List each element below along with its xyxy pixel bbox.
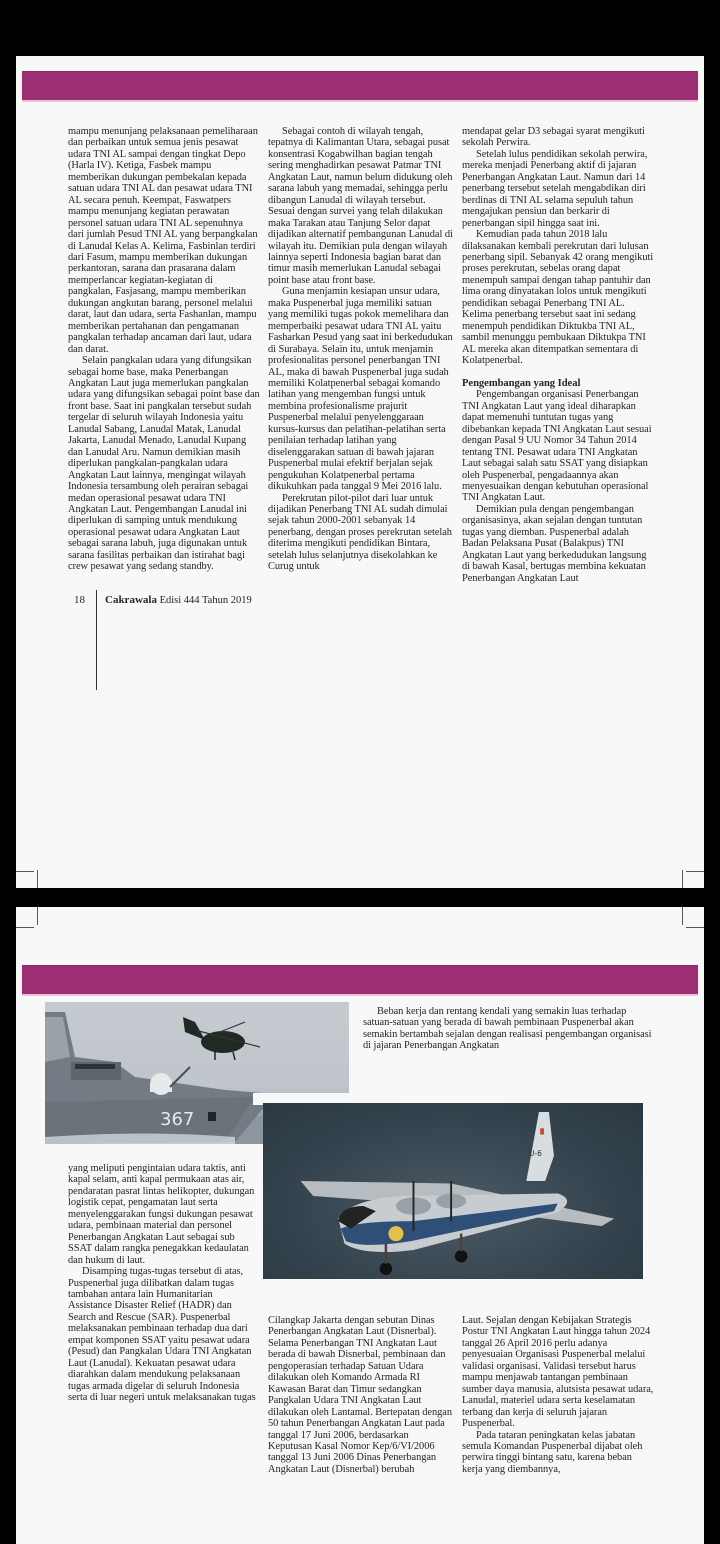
- crop-mark: [16, 871, 34, 872]
- paragraph: Laut. Sejalan dengan Kebijakan Strategis Postur TNI Angkatan Laut hingga tahun 2024 tanggal 26 April 2016 perlu adanya penyesuaian Organisasi Puspenerbal melalui validasi organisasi. Validasi tersebut harus mampu menjawab tantangan pembinaan sumber daya manusia, alutsista pesawat udara, Lanudal, materiel udara serta keselamatan terbang dan kerja di seluruh jajaran Puspenerbal.: [462, 1315, 654, 1430]
- aircraft-illustration: [263, 1103, 643, 1279]
- tail-code: U-6: [528, 1148, 542, 1158]
- crop-mark: [37, 907, 38, 925]
- paragraph: Pada tataran peningkatan kelas jabatan semula Komandan Puspenerbal dijabat oleh perwira tinggi bintang satu, karena beban kerja yang diembannya,: [462, 1429, 643, 1475]
- paragraph: yang meliputi pengintaian udara taktis, anti kapal selam, anti kapal permukaan atas air, pendaratan pasrat lintas helikopter, dukungan logistik cepat, pengamatan laut serta menyelenggarakan fungsi dukungan pesawat udara, pembinaan material dan personel Penerbangan Angkatan Laut sebagai sub SSAT dalam rangka penegakkan kedaulatan dan hukum di laut.: [68, 1163, 255, 1266]
- magazine-name: Cakrawala: [105, 594, 157, 606]
- hull-number: 367: [160, 1109, 195, 1130]
- column-2: [268, 126, 454, 573]
- paragraph: Perekrutan pilot-pilot dari luar untuk dijadikan Penerbang TNI AL sudah dimulai sejak tahun 2000-2001 sebanyak 14 penerbang, dengan proses perekrutan setelah diterima mengikuti pendidikan Bintara, setelah lulus selanjutnya disekolahkan ke Curug untuk: [268, 492, 452, 573]
- header-band: [22, 965, 698, 996]
- crop-mark: [37, 870, 38, 888]
- crop-mark: [686, 927, 704, 928]
- paragraph: Kemudian pada tahun 2018 lalu dilaksanakan kembali perekrutan dari lulusan penerbang sipil. Sebanyak 42 orang mengikuti proses perekrutan, sebelas orang dapat menempuh sampai dengan tahap pantuhir dan lima orang dinyatakan lolos untuk mengikuti pendidikan sebagai Penerbang TNI AL. Kelima penerbang tersebut saat ini sedang menempuh pendidikan Diktukba TNI AL, sambil menunggu pembukaan Diktukpa TNI AL mereka akan ditempatkan sementara di Kolatpenerbal.: [462, 229, 654, 367]
- column-1: [68, 126, 260, 573]
- page-19: [16, 907, 704, 1544]
- paragraph: Setelah lulus pendidikan sekolah perwira, mereka menjadi Penerbang aktif di jajaran Penerbangan Angkatan Laut. Namun dari 14 penerbang tersebut setelah mengabdikan diri berdinas di TNI AL selama sepuluh tahun mengajukan pensiun dan berkarir di penerbangan sipil hingga saat ini.: [462, 148, 648, 229]
- paragraph: mendapat gelar D3 sebagai syarat mengikuti sekolah Perwira.: [462, 126, 645, 149]
- column-2: [268, 1315, 454, 1475]
- header-band: [22, 71, 698, 102]
- section-heading: Pengembangan yang Ideal: [462, 377, 581, 389]
- column-1: [68, 1163, 258, 1404]
- footer-divider: [96, 590, 97, 690]
- page-18: [16, 56, 704, 888]
- crop-mark: [686, 871, 704, 872]
- paragraph: Cilangkap Jakarta dengan sebutan Dinas Penerbangan Angkatan Laut (Disnerbal). Selama Penerbangan TNI Angkatan Laut berada di bawah Disnerbal, pembinaan dan pengoperasian terhadap Satuan Udara dilakukan oleh Komando Armada RI Kawasan Barat dan Timur sedangkan Pangkalan Udara TNI Angkatan Laut dilakukan oleh Lantamal. Bertepatan dengan 50 tahun Penerbangan Angkatan Laut pada tanggal 17 Juni 2006, berdasarkan Keputusan Kasal Nomor Kep/6/VI/2006 tanggal 13 Juni 2006 Dinas Penerbangan Angkatan Laut (Disnerbal) berubah: [268, 1315, 452, 1475]
- top-right-column: [363, 1006, 653, 1052]
- paragraph: Demikian pula dengan pengembangan organisasinya, akan sejalan dengan tuntutan tugas yang diemban. Puspenerbal adalah Badan Pelaksana Pusat (Balakpus) TNI Angkatan Laut yang berkedudukan langsung di bawah Kasal, bertugas membina kekuatan Penerbangan Angkatan Laut: [462, 503, 647, 584]
- crop-mark: [682, 907, 683, 925]
- edition-info: Edisi 444 Tahun 2019: [159, 595, 252, 606]
- crop-mark: [16, 927, 34, 928]
- paragraph: Sebagai contoh di wilayah tengah, tepatnya di Kalimantan Utara, sebagai pusat konsentrasi Kogabwilhan bagian tengah sering menghadirkan pesawat Patmar TNI Angkatan Laut, namun belum didukung oleh sarana labuh yang memadai, sehingga perlu dibangun Lanudal di wilayah tersebut. Sesuai dengan survei yang telah dilakukan maka Tarakan atau Tanjung Selor dapat dijadikan alternatif pembangunan Lanudal di wilayah itu. Demikian pula dengan wilayah lainnya seperti Indonesia bagian barat dan timur masih memerlukan Lanudal sebagai point base atau front base.: [268, 126, 453, 286]
- column-3: [462, 126, 654, 584]
- crop-mark: [682, 870, 683, 888]
- paragraph: Guna menjamin kesiapan unsur udara, maka Puspenerbal juga memiliki satuan yang memiliki tugas pokok memelihara dan memperbaiki pesawat udara TNI AL yaitu Fasharkan Pesud yang saat ini berkedudukan di Surabaya. Selain itu, untuk menjamin profesionalitas personel penerbangan TNI AL, maka di bawah Puspenerbal juga sudah memiliki Kolatpenerbal sebagai komando latihan yang mengemban fungsi untuk membina profesionalisme prajurit Puspenerbal melalui penyelenggaraan kursus-kursus dan pelatihan-pelatihan serta penilaian terhadap latihan yang diselenggarakan satuan di bawah jajaran Puspenerbal mulai efektif berjalan sejak pengukuhan Kolatpenerbal pertama dikukuhkan pada tanggal 9 Mei 2016 lalu.: [268, 286, 453, 493]
- column-3: [462, 1315, 654, 1475]
- paragraph: Disamping tugas-tugas tersebut di atas, Puspenerbal juga dilibatkan dalam tugas tambahan antara lain Humanitarian Assistance Disaster Relief (HADR) dan Search and Rescue (SAR). Puspenerbal melaksanakan pembinaan terhadap dua dari empat komponen SSAT yaitu pesawat udara (Pesud) dan Pangkalan Udara TNI Angkatan Laut (Lanudal). Kekuatan pesawat udara diarahkan dalam mendukung pelaksanaan tugas armada digelar di seluruh Indonesia serta di luar negeri untuk melaksanakan tugas: [68, 1266, 256, 1404]
- paragraph: Pengembangan organisasi Penerbangan TNI Angkatan Laut yang ideal diharapkan dapat memenuhi tuntutan tugas yang dibebankan kepada TNI Angkatan Laut sesuai dengan Pasal 9 UU Nomor 34 Tahun 2014 tentang TNI. Pesawat udara TNI Angkatan Laut sebagai salah satu SSAT yang disiapkan oleh Puspenerbal, pengadaannya akan menyesuaikan dengan kebutuhan operasional TNI Angkatan Laut.: [462, 389, 652, 504]
- patrol-aircraft-photo: [263, 1103, 643, 1279]
- paragraph: Beban kerja dan rentang kendali yang semakin luas terhadap satuan-satuan yang berada di bawah pembinaan Puspenerbal akan semakin bertambah sejalan dengan realisasi pengembangan organisasi di jajaran Penerbangan Angkatan: [363, 1006, 652, 1052]
- page-number: 18: [74, 594, 85, 606]
- footer-credit: [105, 594, 252, 607]
- paragraph: Selain pangkalan udara yang difungsikan sebagai home base, maka Penerbangan Angkatan Laut juga memerlukan pangkalan udara yang difungsikan sebagai point base dan front base. Saat ini pangkalan tersebut sudah tergelar di seluruh wilayah Indonesia yaitu Lanudal Sabang, Lanudal Matak, Lanudal Jakarta, Lanudal Menado, Lanudal Kupang dan Lanudal Aru. Namun demikian masih diperlukan pangkalan-pangkalan udara Angkatan Laut lainnya, mengingat wilayah Indonesia tersambung oleh perairan sebagai medan operasional pesawat udara TNI Angkatan Laut. Pengembangan Lanudal ini diperlukan di samping untuk mendukung operasional pesawat udara Angkatan Laut sebagai sarana labuh, juga digunakan untuk sarana fasilitas perbaikan dan istirahat bagi crew pesawat yang sedang standby.: [68, 355, 260, 573]
- paragraph: mampu menunjang pelaksanaan pemeliharaan dan perbaikan untuk semua jenis pesawat udara TNI AL sampai dengan tingkat Depo (Harla IV). Ketiga, Fasbek mampu memberikan dukungan pembekalan kepada satuan udara TNI AL dan pesawat udara TNI AL secara penuh. Keempat, Faswatpers mampu menunjang kegiatan perawatan personel satuan udara TNI AL sepenuhnya dari jumlah Pesud TNI AL yang berpangkalan di Lanudal Kelas A. Kelima, Fasbinlan terdiri dari Fasum, mampu memberikan dukungan perkantoran, sarana dan prasarana dalam memperlancar kegiatan-kegiatan di pangkalan, Fasjasang, mampu memberikan dukungan angkutan barang, personel melalui darat, laut dan udara, serta Fashanlan, mampu memberikan pertahanan dan pengamanan pangkalan terhadap ancaman dari laut, udara dan darat.: [68, 126, 258, 355]
